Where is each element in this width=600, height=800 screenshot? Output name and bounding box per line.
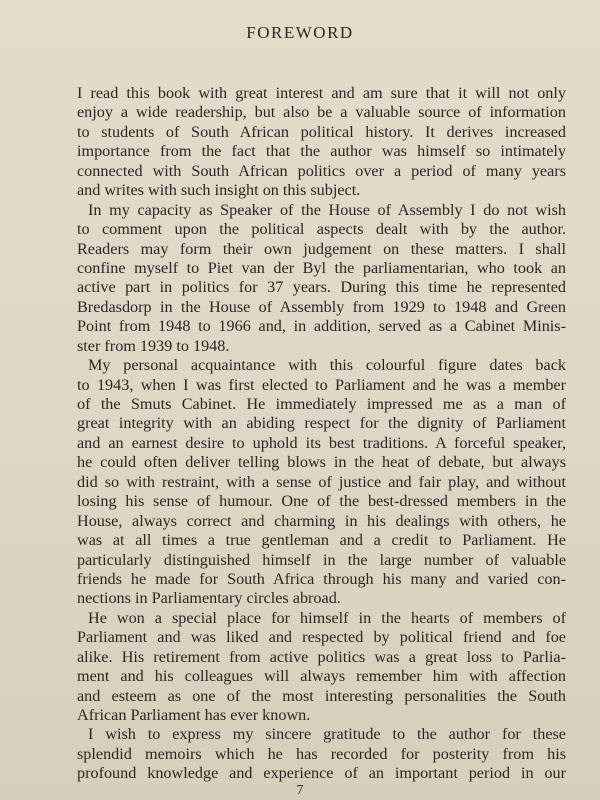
text-line: House, always correct and charming in his dealings with others, he [77,511,566,530]
text-line: to students of South African political history. It derives increased [77,122,566,141]
text-line: did so with restraint, with a sense of justice and fair play, and without [77,472,566,491]
text-line: friends he made for South Africa through his many and varied con- [77,569,566,588]
text-line: nections in Parliamentary circles abroad. [77,589,341,608]
text-line: active part in politics for 37 years. During this time he represented [77,278,566,297]
text-line: he could often deliver telling blows in the heat of debate, but always [77,453,566,472]
text-line: He won a special place for himself in the hearts of members of [88,608,566,627]
text-line: I read this book with great interest and am sure that it will not only [77,84,566,102]
text-line: In my capacity as Speaker of the House of Assembly I do not wish [88,200,566,219]
text-line: Bredasdorp in the House of Assembly from 1929 to 1948 and Green [77,297,566,316]
text-line: enjoy a wide readership, but also be a valuable source of information [77,103,566,122]
text-line: to 1943, when I was first elected to Parliament and he was a member [77,375,566,394]
paragraph [77,201,566,357]
paragraph [77,84,566,201]
text-line: and esteem as one of the most interesting personalities the South [77,686,566,705]
text-line: was at all times a true gentleman and a credit to Parliament. He [77,531,566,550]
page-heading: FOREWORD [246,23,354,42]
text-line: connected with South African politics over a period of many years [77,161,566,180]
text-line: profound knowledge and experience of an important period in our [77,764,566,783]
text-line: ster from 1939 to 1948. [77,336,230,355]
text-line: Readers may form their own judgement on these matters. I shall [77,239,566,258]
text-line: alike. His retirement from active politics was a great loss to Parlia- [77,647,566,666]
text-line: I wish to express my sincere gratitude to the author for these [88,725,566,744]
foreword-body [77,84,566,784]
text-line: of the Smuts Cabinet. He immediately impressed me as a man of [77,395,566,413]
text-line: splendid memoirs which he has recorded for posterity from his [77,744,566,763]
paragraph [77,356,566,609]
text-line: importance from the fact that the author was himself so intimately [77,142,566,161]
text-line: losing his sense of humour. One of the best-dressed members in the [77,492,566,511]
text-line: to comment upon the political aspects dealt with by the author. [77,220,566,239]
text-line: Point from 1948 to 1966 and, in addition, served as a Cabinet Minis- [77,317,566,336]
text-line: great integrity with an abiding respect for the dignity of Parliament [77,414,566,433]
text-line: confine myself to Piet van der Byl the parliamentarian, who took an [77,258,566,277]
paragraph [77,725,566,783]
text-line: and writes with such insight on this subject. [77,181,361,200]
text-line: Parliament and was liked and respected by political friend and foe [77,628,566,647]
text-line: African Parliament has ever known. [77,706,311,724]
text-line: particularly distinguished himself in the large number of valuable [77,550,566,569]
text-line: ment and his colleagues will always remember him with affection [77,667,566,686]
text-line: and an earnest desire to uphold its best traditions. A forceful speaker, [77,433,566,452]
text-line: My personal acquaintance with this colourful figure dates back [88,356,566,375]
paragraph [77,609,566,726]
page-number: 7 [296,783,304,798]
